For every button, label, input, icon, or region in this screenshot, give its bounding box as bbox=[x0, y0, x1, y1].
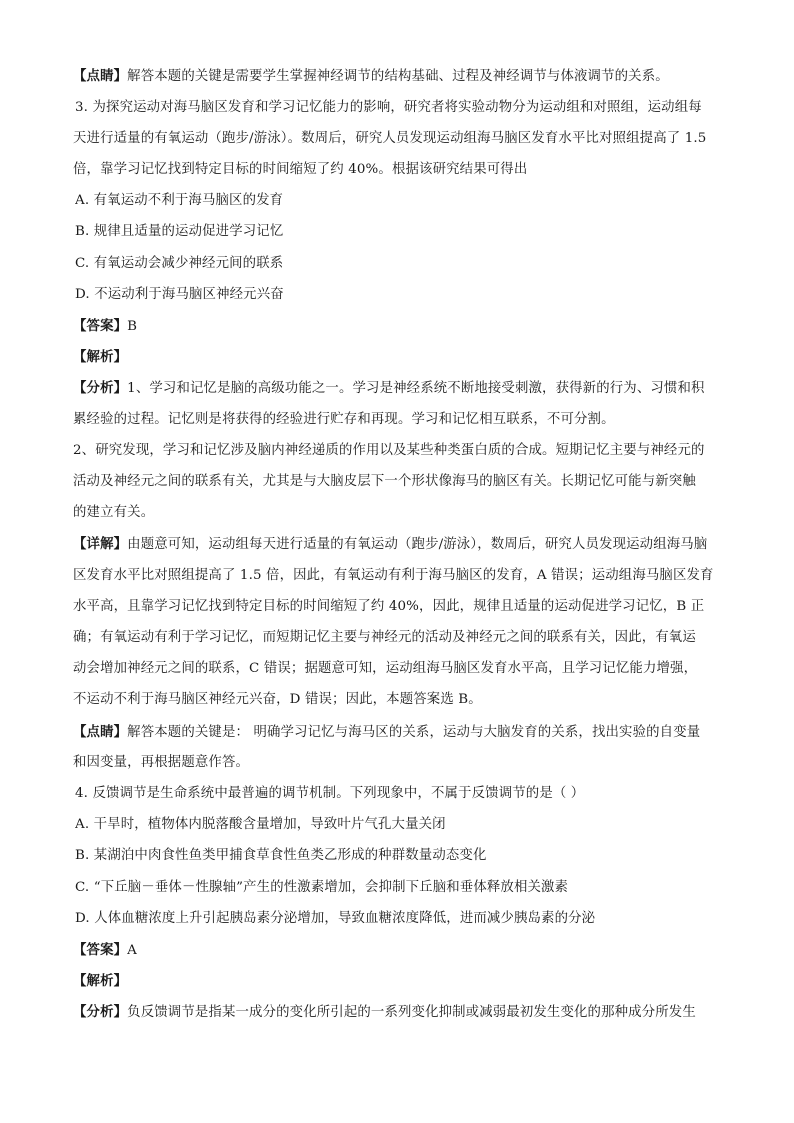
analysis-line-1 bbox=[73, 378, 733, 399]
question-3-option-d: D. 不运动利于海马脑区神经元兴奋 bbox=[75, 287, 284, 302]
tip-text: 解答本题的关键是需要学生掌握神经调节的结构基础、过程及神经调节与体液调节的关系。 bbox=[127, 69, 669, 84]
detail-line-6: 不运动不利于海马脑区神经元兴奋，D 错误；因此，本题答案选 B。 bbox=[73, 692, 482, 707]
answer-tag: 【答案】 bbox=[73, 318, 128, 334]
question-3-option-c: C. 有氧运动会减少神经元间的联系 bbox=[75, 256, 284, 271]
analysis-text: 1、学习和记忆是脑的高级功能之一。学习是神经系统不断地接受刺激，获得新的行为、习惯和积 bbox=[127, 381, 705, 396]
detail-line-2: 区发育水平比对照组提高了 1.5 倍，因此，有氧运动有利于海马脑区的发育，A 错误；运动组海马脑区发育 bbox=[73, 568, 714, 583]
tip-line-q3 bbox=[73, 722, 733, 743]
detail-line-5: 动会增加神经元之间的联系，C 错误；据题意可知，运动组海马脑区发育水平高，且学习记忆能力增强， bbox=[73, 661, 698, 676]
analysis-line-4: 活动及神经元之间的联系有关，尤其是与大脑皮层下一个形状像海马的脑区有关。长期记忆可能与新突触 bbox=[73, 474, 696, 489]
question-4-option-d: D. 人体血糖浓度上升引起胰岛素分泌增加，导致血糖浓度降低，进而减少胰岛素的分泌 bbox=[75, 911, 596, 926]
analysis-sub-tag: 【分析】 bbox=[73, 1004, 128, 1020]
analysis-tag: 【解析】 bbox=[73, 349, 128, 365]
detail-line-1 bbox=[73, 534, 733, 555]
analysis-line-5: 的建立有关。 bbox=[73, 505, 155, 520]
question-4-option-c: C. “下丘脑－垂体－性腺轴”产生的性激素增加，会抑制下丘脑和垂体释放相关激素 bbox=[75, 880, 569, 895]
analysis-sub-tag: 【分析】 bbox=[73, 380, 128, 396]
question-3-option-b: B. 规律且适量的运动促进学习记忆 bbox=[75, 224, 284, 239]
question-3-option-a: A. 有氧运动不利于海马脑区的发育 bbox=[75, 193, 284, 208]
question-4-option-a: A. 干旱时，植物体内脱落酸含量增加，导致叶片气孔大量关闭 bbox=[75, 817, 446, 832]
tip-tag: 【点睛】 bbox=[73, 68, 128, 84]
analysis-tag: 【解析】 bbox=[73, 973, 128, 989]
question-3-stem-line-2: 天进行适量的有氧运动（跑步/游泳）。数周后，研究人员发现运动组海马脑区发育水平比对照组提高了 1.5 bbox=[73, 131, 707, 146]
answer-line-q3 bbox=[73, 316, 733, 337]
answer-value: A bbox=[127, 943, 137, 958]
detail-line-3: 水平高，且靠学习记忆找到特定目标的时间缩短了约 40%，因此，规律且适量的运动促进学习记忆，B 正 bbox=[73, 599, 705, 614]
detail-tag: 【详解】 bbox=[73, 536, 128, 552]
detail-text: 由题意可知，运动组每天进行适量的有氧运动（跑步/游泳），数周后，研究人员发现运动组海马脑 bbox=[127, 537, 708, 552]
answer-tag: 【答案】 bbox=[73, 942, 128, 958]
analysis-heading-q3 bbox=[73, 347, 733, 368]
question-3-stem-line-3: 倍，靠学习记忆找到特定目标的时间缩短了约 40%。根据该研究结果可得出 bbox=[73, 162, 528, 177]
detail-line-4: 确；有氧运动有利于学习记忆，而短期记忆主要与神经元的活动及神经元之间的联系有关，因此，有氧运 bbox=[73, 630, 696, 645]
analysis-line-2: 累经验的过程。记忆则是将获得的经验进行贮存和再现。学习和记忆相互联系，不可分割。 bbox=[73, 412, 615, 427]
tip-line-q3-2: 和因变量，再根据题意作答。 bbox=[73, 755, 250, 770]
question-4-option-b: B. 某湖泊中肉食性鱼类甲捕食草食性鱼类乙形成的种群数量动态变化 bbox=[75, 848, 487, 863]
answer-line-q4 bbox=[73, 940, 733, 961]
tip-tag: 【点睛】 bbox=[73, 724, 128, 740]
analysis-line-q4 bbox=[73, 1002, 733, 1023]
analysis-line-3: 2、研究发现，学习和记忆涉及脑内神经递质的作用以及某些种类蛋白质的合成。短期记忆主要与神经元的 bbox=[73, 443, 705, 458]
question-3-stem-line-1: 3. 为探究运动对海马脑区发育和学习记忆能力的影响，研究者将实验动物分为运动组和对照组，运动组每 bbox=[75, 100, 702, 115]
question-4-stem: 4. 反馈调节是生命系统中最普遍的调节机制。下列现象中，不属于反馈调节的是（ ） bbox=[75, 786, 585, 801]
analysis-heading-q4 bbox=[73, 971, 733, 992]
answer-value: B bbox=[127, 319, 138, 334]
tip-text: 解答本题的关键是： 明确学习记忆与海马区的关系，运动与大脑发育的关系，找出实验的自变量 bbox=[127, 725, 701, 740]
tip-line-q2 bbox=[73, 66, 733, 87]
analysis-text: 负反馈调节是指某一成分的变化所引起的一系列变化抑制或减弱最初发生变化的那种成分所发生 bbox=[127, 1005, 696, 1020]
